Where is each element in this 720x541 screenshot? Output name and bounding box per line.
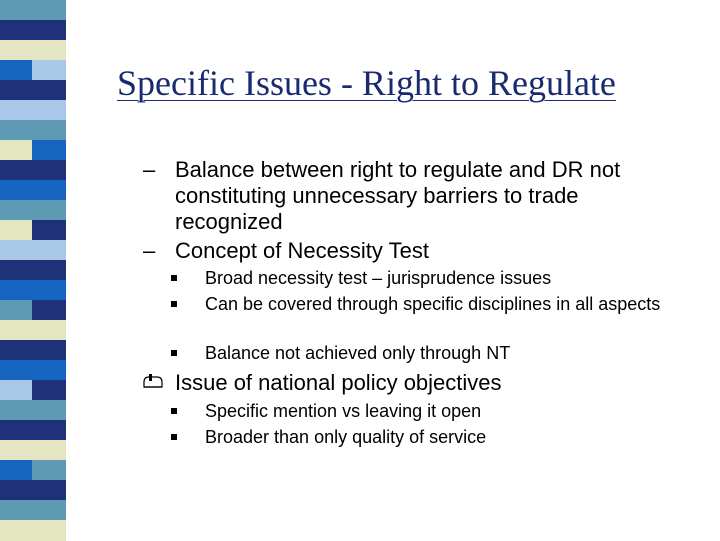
stripe-segment (0, 100, 66, 121)
square-bullet-icon (171, 275, 177, 281)
stripe-segment (0, 300, 32, 321)
stripe-segment (0, 440, 66, 461)
stripe-segment (32, 60, 66, 81)
sub-bullet-item-5: Broader than only quality of service (205, 427, 487, 447)
stripe-segment (0, 0, 66, 21)
stripe-segment (0, 60, 32, 81)
stripe-segment (0, 480, 66, 501)
stripe-segment (0, 180, 66, 201)
stripe-segment (32, 220, 66, 241)
dash-bullet-icon: – (143, 157, 156, 182)
square-bullet-icon (171, 350, 177, 356)
stripe-segment (0, 400, 66, 421)
dash-bullet-icon: – (143, 238, 156, 263)
sub-bullet-item-1: Broad necessity test – jurisprudence issues (205, 268, 552, 288)
bullet-item-2: Concept of Necessity Test (175, 238, 429, 263)
stripe-segment (32, 380, 66, 401)
stripe-segment (0, 120, 66, 141)
square-bullet-icon (171, 434, 177, 440)
stripe-segment (0, 80, 66, 101)
bullet-item-1: Balance between right to regulate and DR not constituting unnecessary barriers to trade recognized (175, 157, 621, 234)
sub-bullet-item-3: Balance not achieved only through NT (205, 343, 511, 363)
stripe-segment (0, 380, 32, 401)
stripe-segment (0, 200, 66, 221)
stripe-segment (0, 320, 66, 341)
decorative-stripe (0, 0, 66, 540)
stripe-segment (0, 500, 66, 521)
sub-bullet-item-4: Specific mention vs leaving it open (205, 401, 482, 421)
stripe-segment (0, 20, 66, 41)
square-bullet-icon (171, 301, 177, 307)
stripe-segment (0, 240, 66, 261)
stripe-segment (0, 520, 66, 541)
stripe-segment (0, 160, 66, 181)
slide-title: Specific Issues - Right to Regulate (117, 63, 616, 103)
stripe-segment (0, 280, 66, 301)
stripe-segment (32, 460, 66, 481)
stripe-segment (0, 340, 66, 361)
slide-clicker-icon (143, 373, 163, 391)
stripe-segment (32, 140, 66, 161)
square-bullet-icon (171, 408, 177, 414)
stripe-segment (0, 260, 66, 281)
stripe-segment (0, 140, 32, 161)
stripe-segment (0, 460, 32, 481)
stripe-segment (0, 220, 32, 241)
sub-bullet-item-2: Can be covered through specific disciplines in all aspects (205, 294, 661, 314)
stripe-segment (0, 420, 66, 441)
stripe-segment (0, 40, 66, 61)
stripe-segment (32, 300, 66, 321)
bullet-item-3: Issue of national policy objectives (175, 370, 502, 395)
stripe-segment (0, 360, 66, 381)
